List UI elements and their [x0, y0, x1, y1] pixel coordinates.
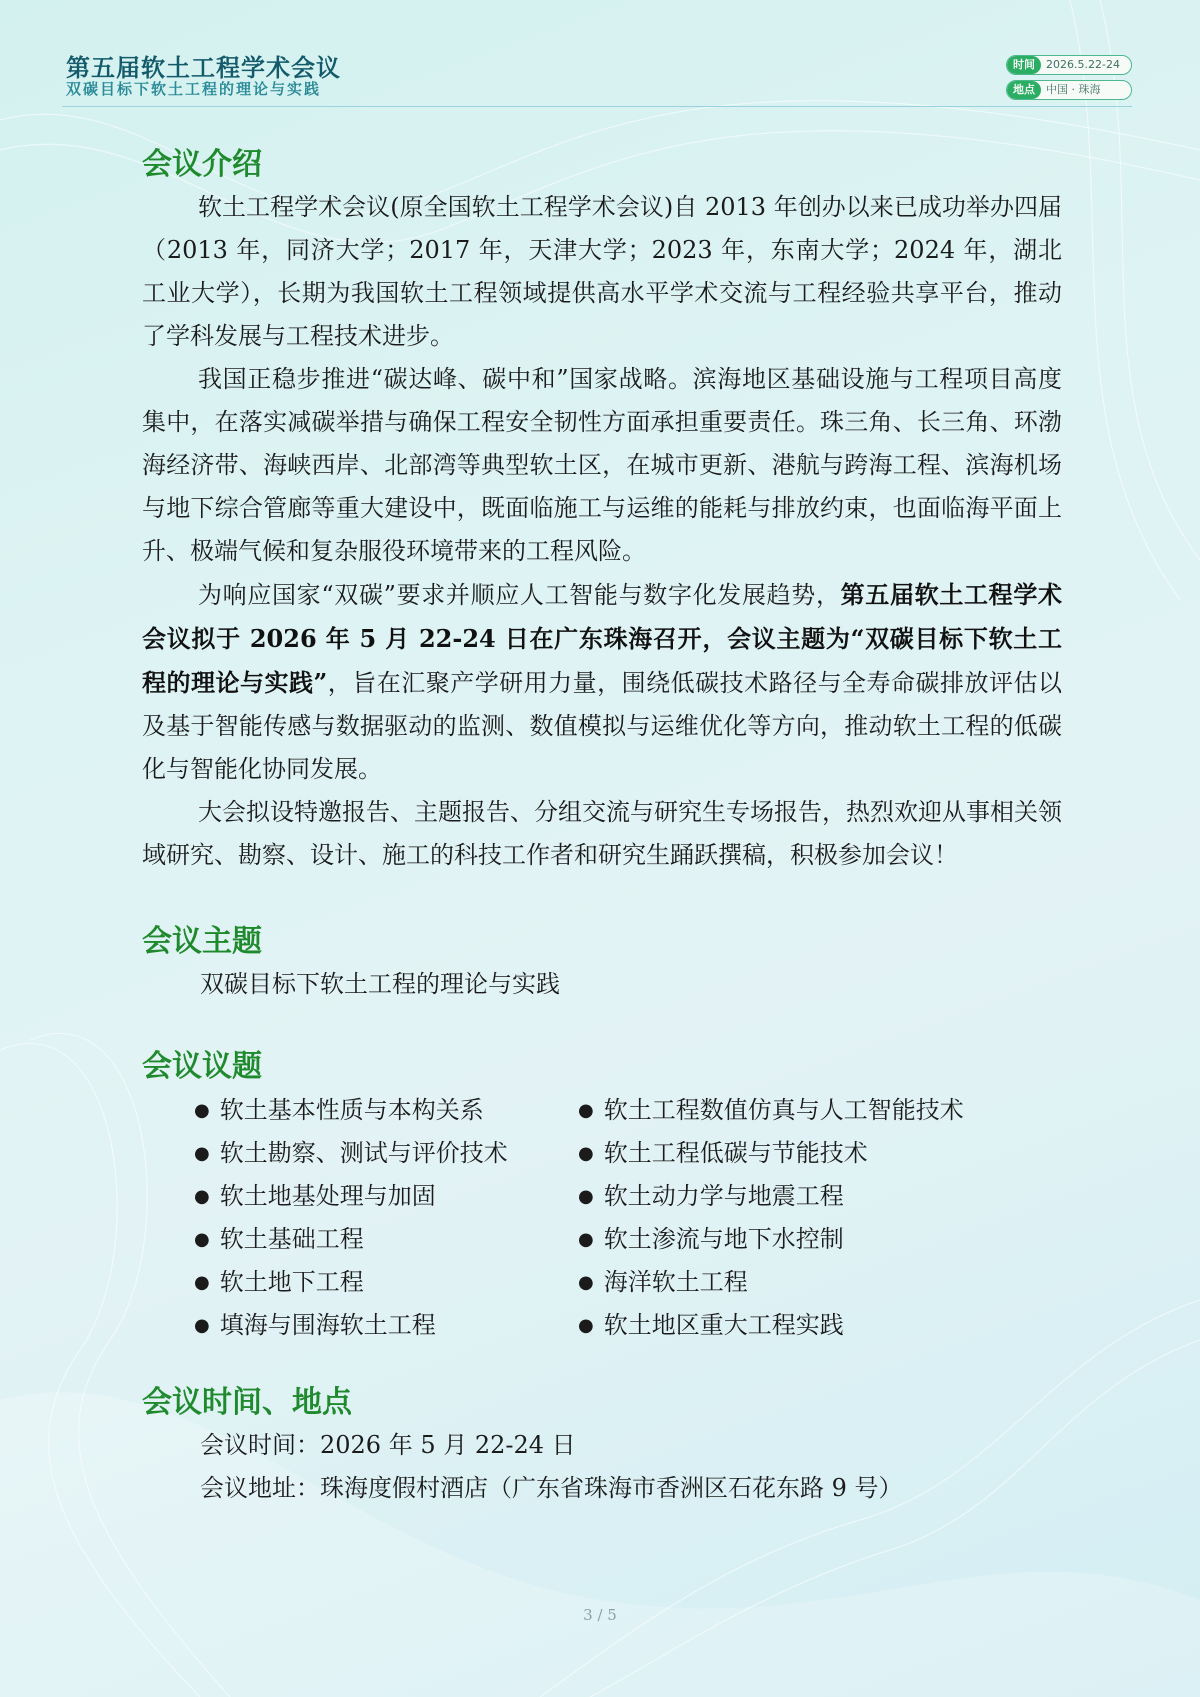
document-body: [142, 144, 1062, 1510]
intro-heading: 会议介绍: [142, 147, 262, 182]
bullet-icon: ●: [578, 1229, 594, 1250]
bullet-icon: ●: [578, 1186, 594, 1207]
bullet-icon: ●: [578, 1315, 594, 1336]
bullet-icon: ●: [578, 1143, 594, 1164]
bullet-icon: ●: [194, 1186, 210, 1207]
intro-paragraph-2: 我国正稳步推进“碳达峰、碳中和”国家战略。滨海地区基础设施与工程项目高度集中，在落实减碳举措与确保工程安全韧性方面承担重要责任。珠三角、长三角、环渤海经济带、海峡西岸、北部湾等典型软土区，在城市更新、港航与跨海工程、滨海机场与地下综合管廊等重大建设中，既面临施工与运维的能耗与排放约束，也面临海平面上升、极端气候和复杂服役环境带来的工程风险。: [142, 365, 1062, 565]
topic-item: ● 软土渗流与地下水控制: [578, 1225, 844, 1253]
intro-paragraph-3-lead: 为响应国家“双碳”要求并顺应人工智能与数字化发展趋势，: [198, 581, 841, 609]
topic-item: ● 软土地基处理与加固: [194, 1182, 436, 1210]
bullet-icon: ●: [578, 1100, 594, 1121]
topic-item: ● 填海与围海软土工程: [194, 1311, 436, 1339]
theme-text: 双碳目标下软土工程的理论与实践: [200, 970, 560, 998]
bullet-icon: ●: [194, 1229, 210, 1250]
place-badge-label: 地点: [1007, 81, 1041, 99]
intro-paragraph-3-highlight: 第五届软土工程学术会议拟于 2026 年 5 月 22-24 日在广东珠海召开，会议主题为“双碳目标下软土工程的理论与实践”: [142, 580, 1063, 697]
intro-paragraph-3-tail: ，旨在汇聚产学研用力量，围绕低碳技术路径与全寿命碳排放评估以及基于智能传感与数据驱动的监测、数值模拟与运维优化等方向，推动软土工程的低碳化与智能化协同发展。: [142, 669, 1062, 783]
theme-heading: 会议主题: [142, 924, 262, 959]
topic-item: ● 软土动力学与地震工程: [578, 1182, 844, 1210]
place-badge-value: 中国 · 珠海: [1046, 83, 1101, 96]
topic-item: ● 软土地区重大工程实践: [578, 1311, 844, 1339]
bullet-icon: ●: [194, 1100, 210, 1121]
topic-item: ● 软土基本性质与本构关系: [194, 1096, 484, 1124]
topics-heading: 会议议题: [142, 1049, 262, 1084]
bullet-icon: ●: [194, 1315, 210, 1336]
topics-list: [142, 1088, 1062, 1346]
place-badge: [1006, 80, 1132, 100]
meeting-time: 会议时间：2026 年 5 月 22-24 日: [200, 1431, 576, 1459]
bullet-icon: ●: [578, 1272, 594, 1293]
bullet-icon: ●: [194, 1272, 210, 1293]
intro-paragraph-4: 大会拟设特邀报告、主题报告、分组交流与研究生专场报告，热烈欢迎从事相关领域研究、勘察、设计、施工的科技工作者和研究生踊跃撰稿，积极参加会议！: [142, 798, 1062, 869]
time-badge-value: 2026.5.22-24: [1046, 58, 1120, 71]
conference-subtitle: 双碳目标下软土工程的理论与实践: [66, 80, 322, 98]
intro-paragraph-1: 软土工程学术会议(原全国软土工程学术会议)自 2013 年创办以来已成功举办四届（2013 年，同济大学；2017 年，天津大学；2023 年，东南大学；2024 年，湖北工业大学），长期为我国软土工程领域提供高水平学术交流与工程经验共享平台，推动了学科发展与工程技术进步。: [142, 193, 1062, 350]
intro-paragraph-3: [142, 573, 1062, 791]
page-header: [0, 0, 1200, 108]
topic-item: ● 海洋软土工程: [578, 1268, 748, 1296]
header-divider: [62, 106, 1132, 107]
topic-item: ● 软土工程低碳与节能技术: [578, 1139, 868, 1167]
bullet-icon: ●: [194, 1143, 210, 1164]
topic-item: ● 软土工程数值仿真与人工智能技术: [578, 1096, 964, 1124]
time-badge-label: 时间: [1007, 56, 1041, 74]
conference-title: 第五届软土工程学术会议: [66, 54, 341, 82]
topic-item: ● 软土地下工程: [194, 1268, 364, 1296]
meeting-address: 会议地址：珠海度假村酒店（广东省珠海市香洲区石花东路 9 号）: [200, 1474, 903, 1502]
page-number: 3 / 5: [583, 1606, 617, 1624]
venue-heading: 会议时间、地点: [142, 1385, 352, 1420]
topic-item: ● 软土勘察、测试与评价技术: [194, 1139, 508, 1167]
topic-item: ● 软土基础工程: [194, 1225, 364, 1253]
time-badge: [1006, 55, 1132, 75]
